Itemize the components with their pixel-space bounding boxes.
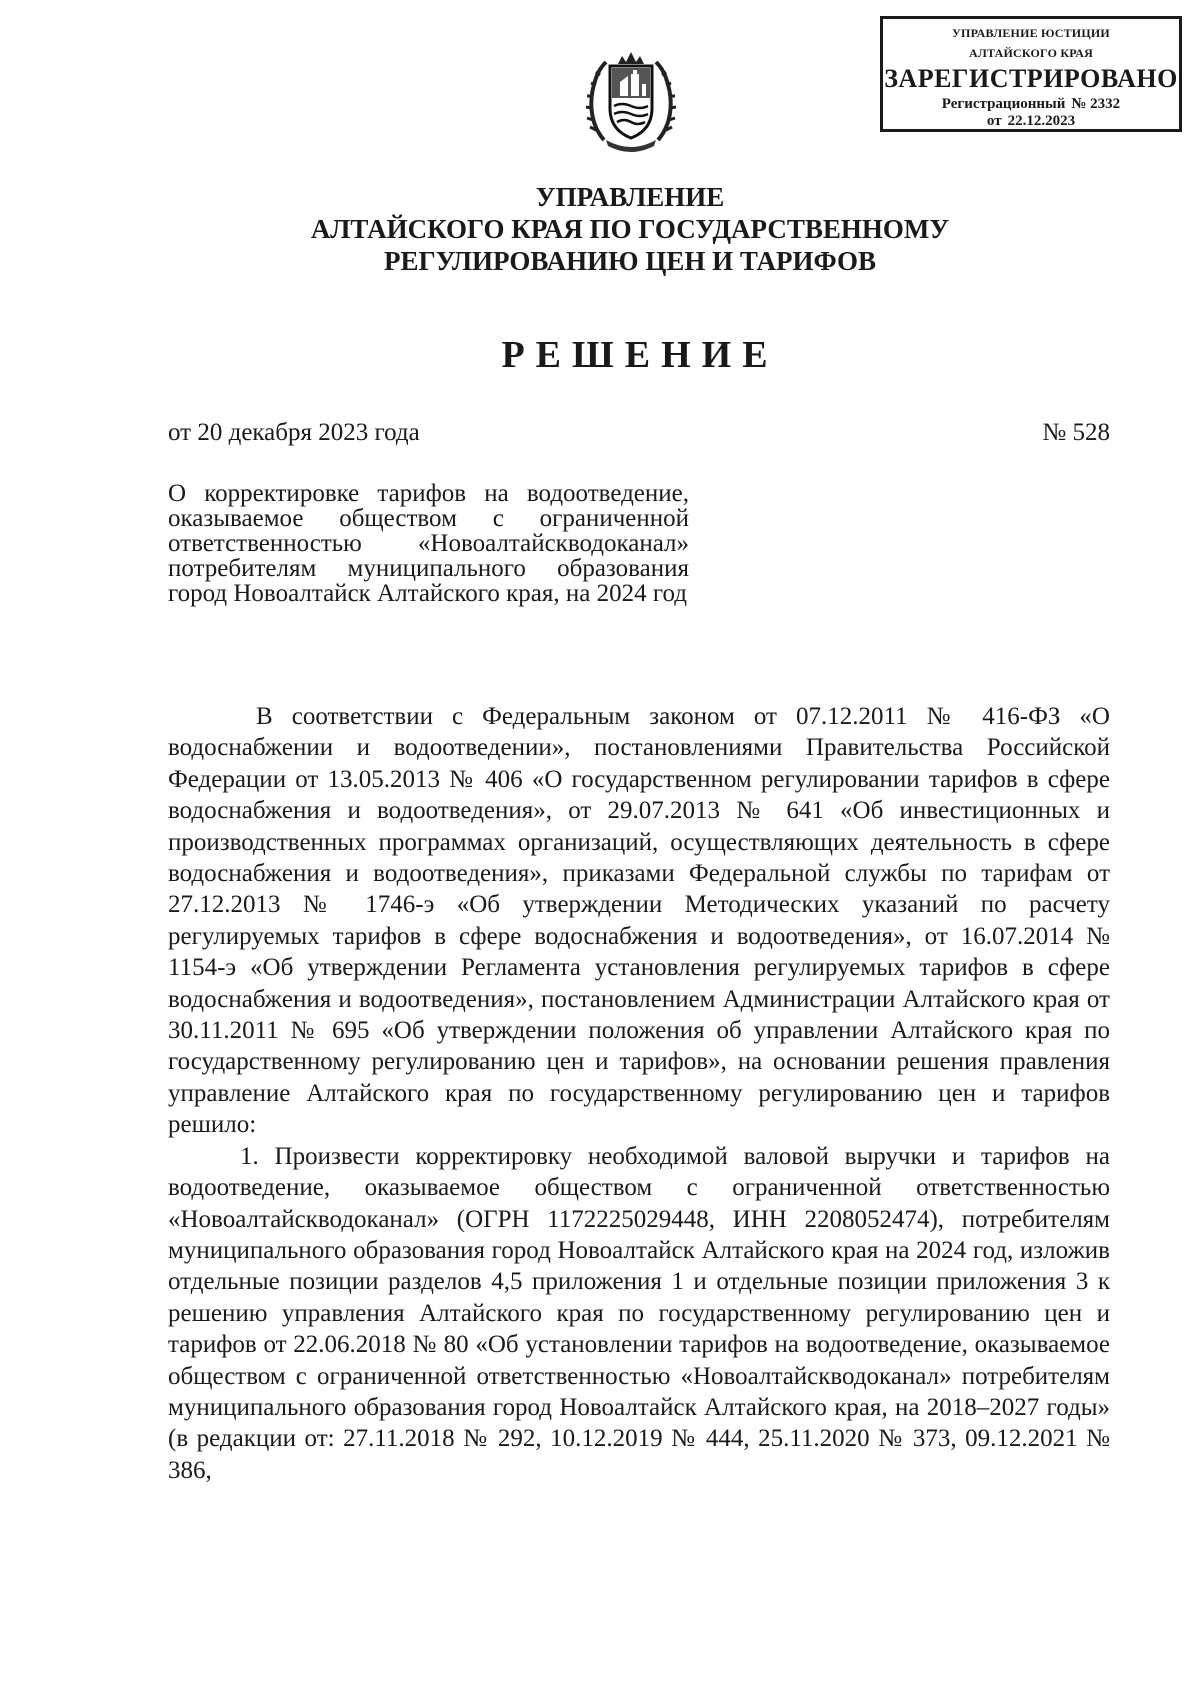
- item-1-paragraph: 1. Произвести корректировку необходимой валовой выручки и тарифов на водоотведение, оказываемое обществом с ограниченной ответственностью «Новоалтайскводоканал» (ОГРН 1172225029448, ИНН 2208052474), потребителям муниципального образования город Новоалтайск Алтайского края на 2024 год, изложив отдельные позиции разделов 4,5 приложения 1 и отдельные позиции приложения 3 к решению управления Алтайского края по государственному регулированию цен и тарифов от 22.06.2018 № 80 «Об установлении тарифов на водоотведение, оказываемое обществом с ограниченной ответственностью «Новоалтайскводоканал» потребителям муниципального образования город Новоалтайск Алтайского края, на 2018–2027 годы» (в редакции от: 27.11.2018 № 292, 10.12.2019 № 444, 25.11.2020 № 373, 09.12.2021 № 386,: [168, 1142, 1110, 1484]
- document-type-title: РЕШЕНИЕ: [501, 334, 779, 376]
- stamp-date-line: [883, 113, 1179, 130]
- stamp-registration-line: [883, 96, 1179, 113]
- stamp-org-line-1: УПРАВЛЕНИЕ ЮСТИЦИИ: [952, 26, 1110, 40]
- stamp-status: ЗАРЕГИСТРИРОВАНО: [884, 64, 1178, 93]
- preamble-paragraph: В соответствии с Федеральным законом от 07.12.2011 № 416-ФЗ «О водоснабжении и водоотведении», постановлениями Правительства Российской Федерации от 13.05.2013 № 406 «О государственном регулировании тарифов в сфере водоснабжения и водоотведения», от 29.07.2013 № 641 «Об инвестиционных и производственных программах организаций, осуществляющих деятельность в сфере водоснабжения и водоотведения», приказами Федеральной службы по тарифам от 27.12.2013 № 1746-э «Об утверждении Методических указаний по расчету регулируемых тарифов в сфере водоснабжения и водоотведения», от 16.07.2014 № 1154-э «Об утверждении Регламента установления регулируемых тарифов в сфере водоснабжения и водоотведения», постановлением Администрации Алтайского края от 30.11.2011 № 695 «Об утверждении положения об управлении Алтайского края по государственному регулированию цен и тарифов», на основании решения правления управление Алтайского края по государственному регулированию цен и тарифов решило:: [168, 703, 1110, 1139]
- stamp-date-label: от: [986, 113, 1002, 129]
- decision-body: [168, 701, 1110, 1486]
- decision-date: от 20 декабря 2023 года: [168, 419, 420, 446]
- authority-line-3: РЕГУЛИРОВАНИЮ ЦЕН И ТАРИФОВ: [383, 246, 877, 276]
- registration-stamp: [880, 16, 1182, 132]
- stamp-registration-label: Регистрационный: [941, 96, 1066, 112]
- issuing-authority: [200, 181, 1060, 277]
- decision-subject: О корректировке тарифов на водоотведение, оказываемое обществом с ограниченной ответственностью «Новоалтайскводоканал» потребителям муниципального образования город Новоалтайск Алтайского края, на 2024 год: [168, 480, 689, 607]
- stamp-org-line-2: АЛТАЙСКОГО КРАЯ: [969, 46, 1093, 60]
- decision-number: № 528: [1042, 419, 1110, 446]
- coat-of-arms-emblem: [584, 44, 678, 156]
- stamp-date-value: 22.12.2023: [1007, 113, 1076, 129]
- authority-line-2: АЛТАЙСКОГО КРАЯ ПО ГОСУДАРСТВЕННОМУ: [310, 214, 950, 244]
- authority-line-1: УПРАВЛЕНИЕ: [535, 182, 725, 212]
- stamp-registration-number: № 2332: [1071, 96, 1121, 112]
